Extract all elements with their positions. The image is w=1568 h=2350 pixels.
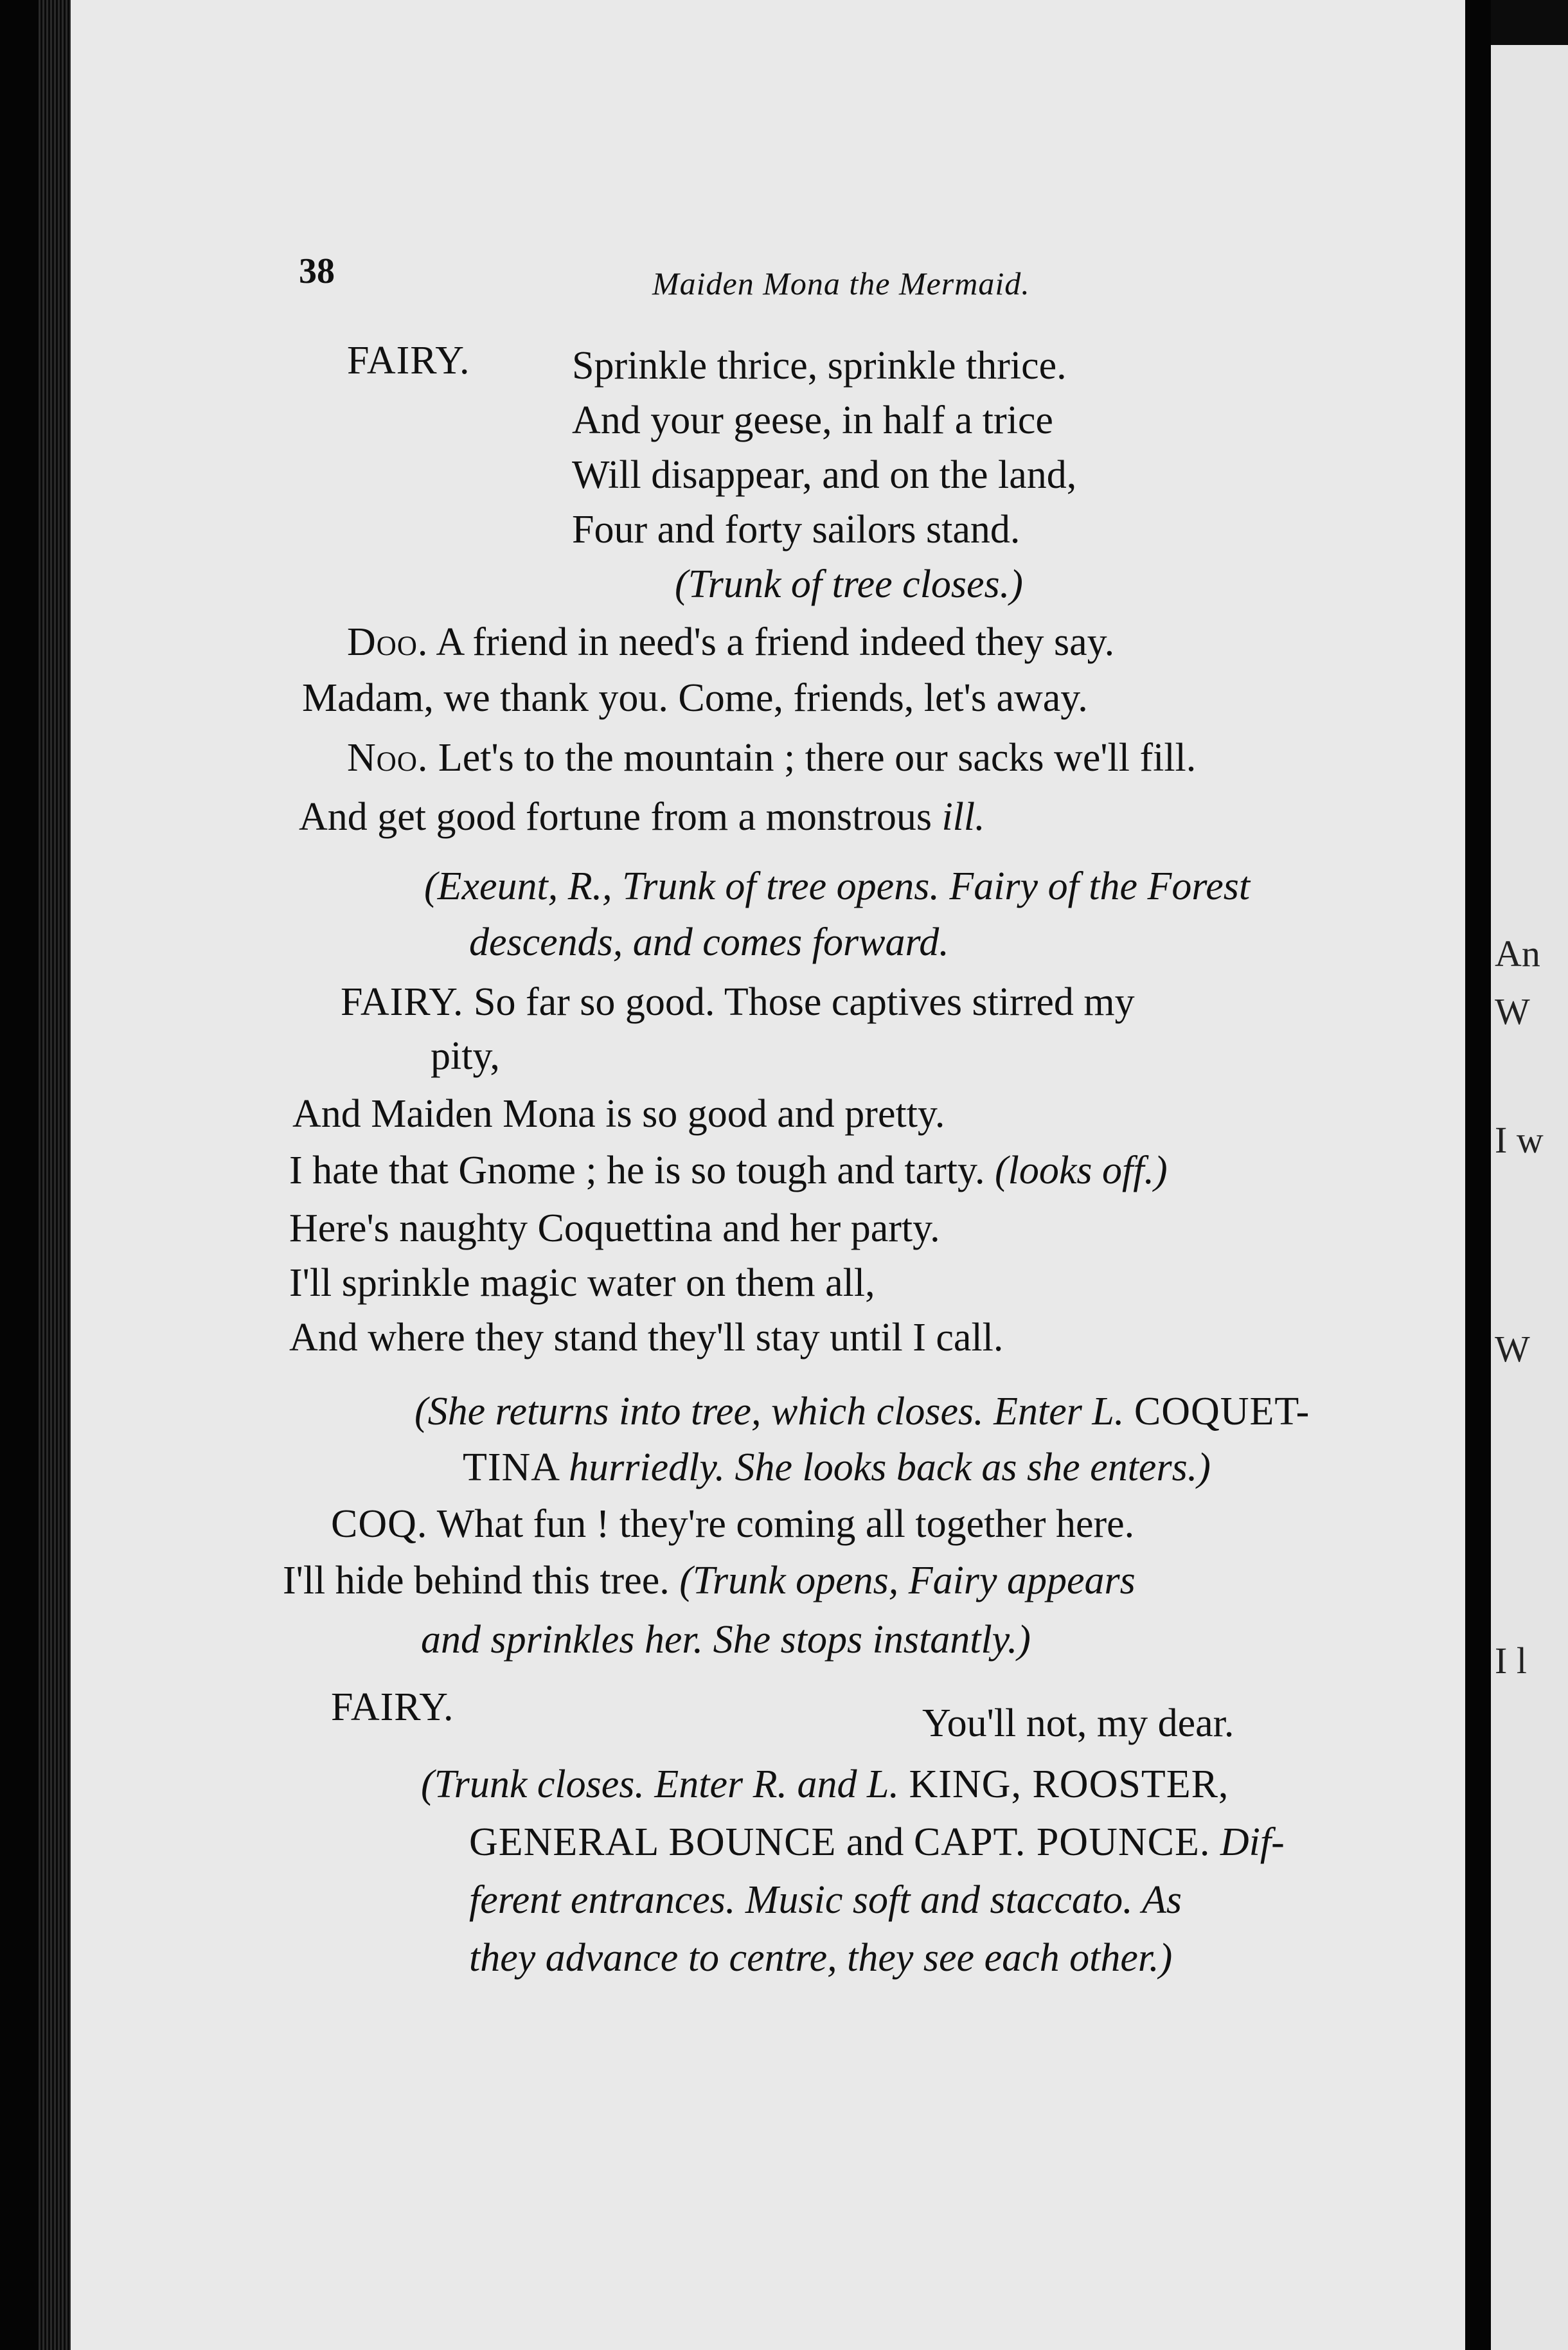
text-line: [421, 1764, 1229, 1804]
text-line: [424, 866, 1250, 906]
facing-page-fragment: I l: [1495, 1640, 1527, 1682]
text-line: [469, 1822, 1285, 1862]
stage-direction: hurriedly. She looks back as she enters.): [569, 1446, 1211, 1489]
text-line: [347, 738, 1196, 778]
dialogue-text: I hate that Gnome ; he is so tough and tarty.: [289, 1149, 995, 1192]
text-line: [289, 1208, 940, 1248]
facing-page-fragment: W: [1495, 991, 1530, 1032]
text-line: [289, 1318, 1003, 1358]
text-line: [283, 1561, 1136, 1601]
text-line: [572, 455, 1076, 495]
stage-direction: (Trunk of tree closes.): [675, 562, 1023, 606]
text-line: [572, 510, 1020, 550]
dialogue-text: Let's to the mountain ; there our sacks we'll fill.: [428, 736, 1197, 780]
stage-direction: ferent entrances. Music soft and staccato. As: [469, 1878, 1182, 1922]
speaker-name: FAIRY.: [331, 1685, 454, 1729]
speaker-name: GENERAL BOUNCE: [469, 1820, 837, 1864]
text-line: [414, 1392, 1310, 1431]
speaker-name: FAIRY.: [347, 339, 470, 382]
text-line: [341, 982, 1135, 1022]
dialogue-text: Will disappear, and on the land,: [572, 453, 1077, 497]
dialogue-text: And where they stand they'll stay until I call.: [289, 1316, 1004, 1359]
text-line: [572, 400, 1053, 440]
stage-direction: descends, and comes forward.: [469, 920, 949, 964]
dialogue-text: A friend in need's a friend indeed they say.: [428, 620, 1115, 664]
speaker-name: CAPT. POUNCE.: [913, 1820, 1211, 1864]
text-line: [469, 922, 949, 962]
text-line: [299, 797, 985, 837]
book-page: [71, 0, 1465, 2350]
text-line: [463, 1448, 1211, 1487]
dialogue-text: pity,: [431, 1034, 500, 1078]
text-line: [289, 1263, 875, 1303]
text-line: [292, 1094, 945, 1134]
facing-page-fragment: I w: [1495, 1119, 1544, 1161]
text-line: [922, 1703, 1234, 1743]
text-line: [331, 1687, 454, 1727]
dialogue-text: And your geese, in half a trice: [572, 399, 1053, 442]
speaker-name: Noo.: [347, 736, 429, 780]
dialogue-text: Four and forty sailors stand.: [572, 508, 1020, 552]
dialogue-text: and: [836, 1820, 914, 1864]
stage-direction: and sprinkles her. She stops instantly.): [421, 1618, 1031, 1662]
text-line: [289, 1151, 1168, 1190]
stage-direction: Dif-: [1210, 1820, 1285, 1864]
text-line: [347, 622, 1114, 662]
text-line: [572, 346, 1067, 386]
text-line: [469, 1938, 1172, 1978]
text-line: [421, 1620, 1031, 1660]
facing-page-fragment: An: [1495, 933, 1540, 974]
text-line: [331, 1504, 1134, 1544]
text-line: [431, 1036, 500, 1076]
running-head: Maiden Mona the Mermaid.: [652, 265, 1030, 301]
dialogue-text: I'll hide behind this tree.: [283, 1559, 680, 1602]
dialogue-text: And Maiden Mona is so good and pretty.: [292, 1092, 945, 1136]
dialogue-text: I'll sprinkle magic water on them all,: [289, 1261, 875, 1305]
stage-direction: ill.: [941, 795, 985, 839]
dialogue-text: And get good fortune from a monstrous: [299, 795, 942, 839]
dialogue-text: You'll not, my dear.: [922, 1701, 1234, 1745]
book-gutter: [1465, 0, 1491, 2350]
page-number: 38: [299, 251, 335, 291]
stage-direction: (Exeunt, R., Trunk of tree opens. Fairy of the Forest: [424, 865, 1251, 908]
stage-direction: (Trunk opens, Fairy appears: [679, 1559, 1136, 1602]
speaker-name: FAIRY.: [341, 980, 464, 1024]
speaker-name: Doo.: [347, 620, 429, 664]
text-line: [675, 564, 1023, 604]
speaker-name: KING, ROOSTER,: [909, 1762, 1229, 1806]
facing-page-edge: [1491, 45, 1568, 2350]
text-line: [302, 678, 1088, 718]
dialogue-text: So far so good. Those captives stirred my: [463, 980, 1135, 1024]
text-line: [469, 1880, 1182, 1920]
facing-page-fragment: W: [1495, 1328, 1530, 1370]
stage-direction: (Trunk closes. Enter R. and L.: [421, 1762, 909, 1806]
stage-direction: (She returns into tree, which closes. Enter L.: [414, 1390, 1134, 1433]
dialogue-text: Sprinkle thrice, sprinkle thrice.: [572, 344, 1067, 388]
dialogue-text: Here's naughty Coquettina and her party.: [289, 1206, 940, 1250]
dialogue-text: Madam, we thank you. Come, friends, let's away.: [302, 676, 1088, 720]
text-line: [347, 341, 470, 381]
speaker-name: COQUET-: [1134, 1390, 1310, 1433]
stage-direction: they advance to centre, they see each other.): [469, 1936, 1173, 1980]
speaker-name: COQ.: [331, 1502, 428, 1546]
dialogue-text: What fun ! they're coming all together here.: [427, 1502, 1135, 1546]
speaker-name: TINA: [463, 1446, 569, 1489]
stage-direction: (looks off.): [994, 1149, 1168, 1192]
